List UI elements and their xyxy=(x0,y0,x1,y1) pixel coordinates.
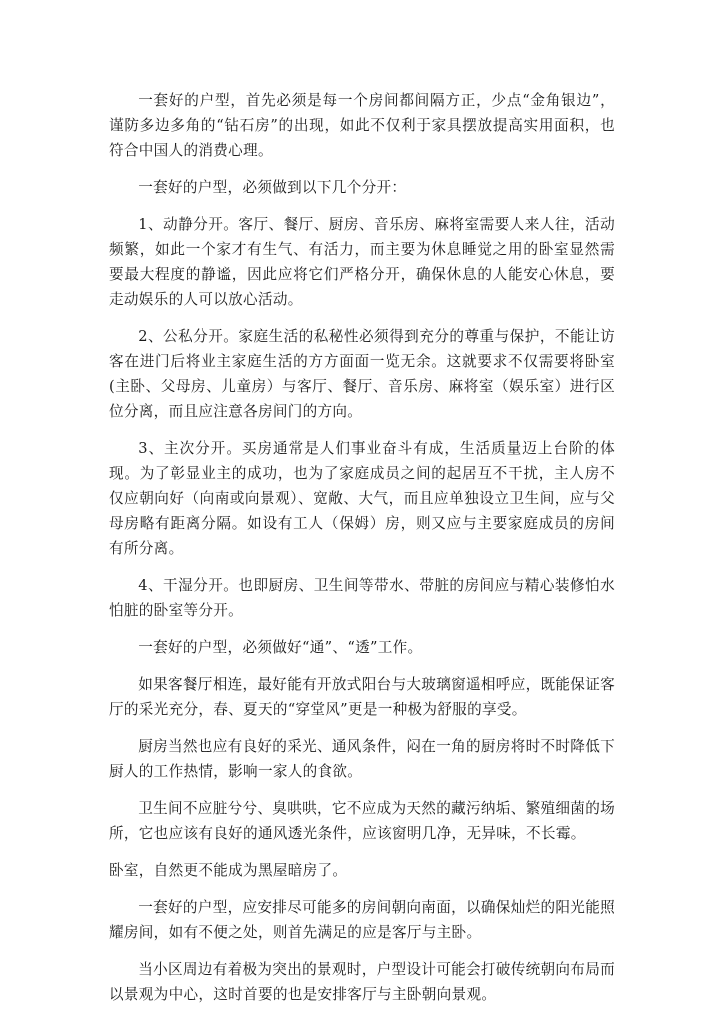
paragraph-wet-dry: 4、干湿分开。也即厨房、卫生间等带水、带脏的房间应与精心装修怕水怕脏的卧室等分开。 xyxy=(109,577,615,619)
paragraph-south-facing: 一套好的户型，应安排尽可能多的房间朝向南面，以确保灿烂的阳光能照耀房间，如有不便之处，则首先满足的应是客厅与主卧。 xyxy=(109,899,615,941)
paragraph-separations-heading: 一套好的户型，必须做到以下几个分开： xyxy=(138,179,407,196)
paragraph-intro: 一套好的户型，首先必须是每一个房间都间隔方正，少点“金角银边”，谨防多边多角的“钻石房”的出现，如此不仅利于家具摆放提高实用面积，也符合中国人的消费心理。 xyxy=(109,92,615,159)
paragraph-bedroom: 卧室，自然更不能成为黑屋暗房了。 xyxy=(109,862,348,879)
paragraph-living-dining: 如果客餐厅相连，最好能有开放式阳台与大玻璃窗遥相呼应，既能保证客厅的采光充分，春、夏天的“穿堂风”更是一种极为舒服的享受。 xyxy=(109,676,615,718)
document-body xyxy=(109,88,615,1019)
paragraph-primary-secondary: 3、主次分开。买房通常是人们事业奋斗有成，生活质量迈上台阶的体现。为了彰显业主的成功，也为了家庭成员之间的起居互不干扰，主人房不仅应朝向好（向南或向景观）、宽敞、大气，而且应单独设立卫生间，应与父母房略有距离分隔。如设有工人（保姆）房，则又应与主要家庭成员的房间有所分离。 xyxy=(109,440,615,557)
paragraph-public-private: 2、公私分开。家庭生活的私秘性必须得到充分的尊重与保护，不能让访客在进门后将业主家庭生活的方方面面一览无余。这就要求不仅需要将卧室(主卧、父母房、儿童房）与客厅、餐厅、音乐房、麻将室（娱乐室）进行区位分离，而且应注意各房间门的方向。 xyxy=(109,328,615,420)
paragraph-bathroom: 卫生间不应脏兮兮、臭哄哄，它不应成为天然的藏污纳垢、繁殖细菌的场所，它也应该有良好的通风透光条件，应该窗明几净，无异味，不长霉。 xyxy=(109,800,615,842)
paragraph-ventilation-heading: 一套好的户型，必须做好“通”、“透”工作。 xyxy=(138,639,423,656)
paragraph-kitchen: 厨房当然也应有良好的采光、通风条件，闷在一角的厨房将时不时降低下厨人的工作热情，影响一家人的食欲。 xyxy=(109,738,615,780)
paragraph-dynamic-static: 1、动静分开。客厅、餐厅、厨房、音乐房、麻将室需要人来人往，活动频繁，如此一个家才有生气、有活力，而主要为休息睡觉之用的卧室显然需要最大程度的静谧，因此应将它们严格分开，确保休息的人能安心休息，要走动娱乐的人可以放心活动。 xyxy=(109,216,615,308)
paragraph-landscape: 当小区周边有着极为突出的景观时，户型设计可能会打破传统朝向布局而以景观为中心，这时首要的也是安排客厅与主卧朝向景观。 xyxy=(109,961,615,1003)
